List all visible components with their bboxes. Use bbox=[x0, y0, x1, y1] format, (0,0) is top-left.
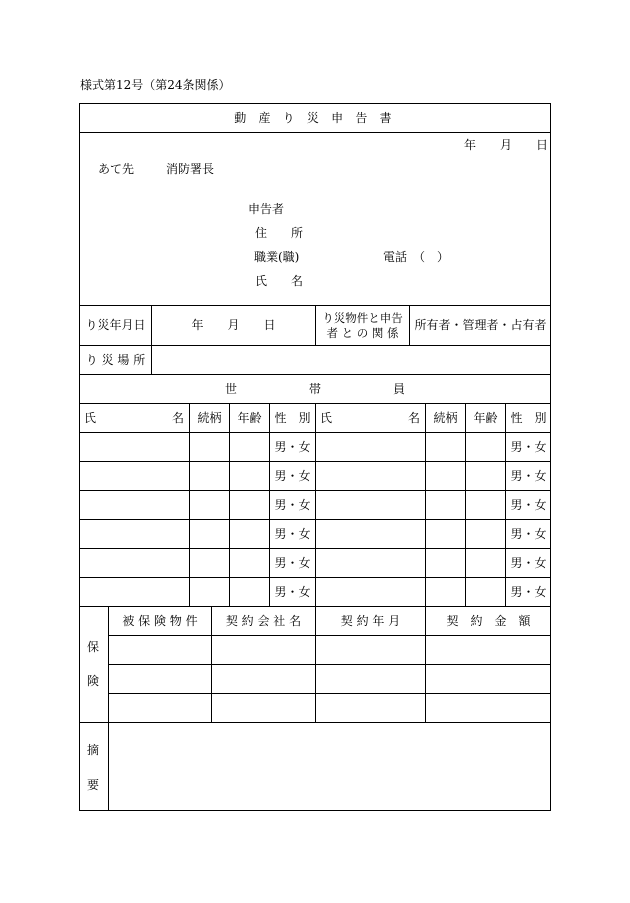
rule-remarks-side bbox=[108, 722, 109, 811]
addressee-value: 消防署長 bbox=[166, 162, 215, 176]
rule-household-col-1 bbox=[189, 403, 190, 606]
household-gender-cell: 男・女 bbox=[274, 584, 311, 599]
rule-insurance-3 bbox=[108, 693, 551, 694]
insurance-contract-date-header: 契 約 年 月 bbox=[340, 613, 401, 628]
remarks-side-label-1: 摘 bbox=[87, 743, 100, 757]
rule-under-insurance bbox=[79, 722, 551, 723]
rule-household-col-5 bbox=[425, 403, 426, 606]
household-age-header: 年齢 bbox=[237, 410, 262, 425]
date-month-label: 月 bbox=[500, 138, 513, 152]
disaster-date-value: 年 月 日 bbox=[191, 318, 276, 332]
household-gender-cell: 男・女 bbox=[510, 555, 547, 570]
applicant-name-label: 氏 名 bbox=[255, 274, 304, 288]
household-gender-cell: 男・女 bbox=[510, 584, 547, 599]
applicant-address-label: 住 所 bbox=[255, 226, 304, 240]
household-gender-cell: 男・女 bbox=[274, 555, 311, 570]
household-heading: 世 帯 員 bbox=[224, 381, 405, 396]
insurance-amount-header: 契 約 金 額 bbox=[446, 613, 531, 628]
insurance-side-label-2: 険 bbox=[87, 674, 100, 688]
applicant-phone-label: 電話 （ ） bbox=[383, 250, 450, 264]
household-relation-header: 続柄 bbox=[197, 410, 222, 425]
rule-household-col-2 bbox=[229, 403, 230, 606]
rule-household-col-6 bbox=[465, 403, 466, 606]
addressee-label: あて先 bbox=[98, 162, 135, 176]
insurance-side-label-1: 保 bbox=[87, 640, 100, 654]
household-gender-cell: 男・女 bbox=[510, 439, 547, 454]
household-name-header-left: 氏 bbox=[320, 411, 333, 425]
household-gender-cell: 男・女 bbox=[274, 468, 311, 483]
date-year-label: 年 bbox=[464, 138, 477, 152]
disaster-relation-label: り災物件と申告 者 と の 関 係 bbox=[322, 311, 403, 340]
disaster-relation-value: 所有者・管理者・占有者 bbox=[414, 318, 547, 332]
disaster-date-label: り災年月日 bbox=[85, 318, 146, 332]
household-name-header-left: 氏 bbox=[84, 411, 97, 425]
form-title: 動 産 り 災 申 告 書 bbox=[234, 110, 396, 125]
insurance-company-header: 契 約 会 社 名 bbox=[225, 613, 302, 628]
household-gender-cell: 男・女 bbox=[274, 526, 311, 541]
household-relation-header: 続柄 bbox=[433, 410, 458, 425]
household-gender-cell: 男・女 bbox=[274, 497, 311, 512]
remarks-side-label-2: 要 bbox=[87, 778, 100, 792]
rule-insurance-2 bbox=[108, 664, 551, 665]
applicant-heading: 申告者 bbox=[248, 202, 285, 216]
household-gender-header: 性 別 bbox=[510, 410, 547, 425]
household-gender-cell: 男・女 bbox=[274, 439, 311, 454]
date-day-label: 日 bbox=[536, 138, 549, 152]
household-age-header: 年齢 bbox=[473, 410, 498, 425]
rule-insurance-1 bbox=[108, 635, 551, 636]
applicant-occupation-label: 職業(職) bbox=[254, 250, 300, 264]
disaster-place-label: り 災 場 所 bbox=[85, 352, 146, 367]
household-gender-cell: 男・女 bbox=[510, 526, 547, 541]
household-gender-cell: 男・女 bbox=[510, 468, 547, 483]
form-number: 様式第12号（第24条関係） bbox=[80, 78, 231, 92]
household-name-header-right: 名 bbox=[172, 411, 185, 425]
insurance-insured-item-header: 被 保 険 物 件 bbox=[122, 613, 198, 628]
household-name-header-right: 名 bbox=[408, 411, 421, 425]
rule-household-col-4 bbox=[315, 403, 316, 606]
household-gender-header: 性 別 bbox=[274, 410, 311, 425]
household-gender-cell: 男・女 bbox=[510, 497, 547, 512]
rule-under-title bbox=[79, 132, 551, 133]
